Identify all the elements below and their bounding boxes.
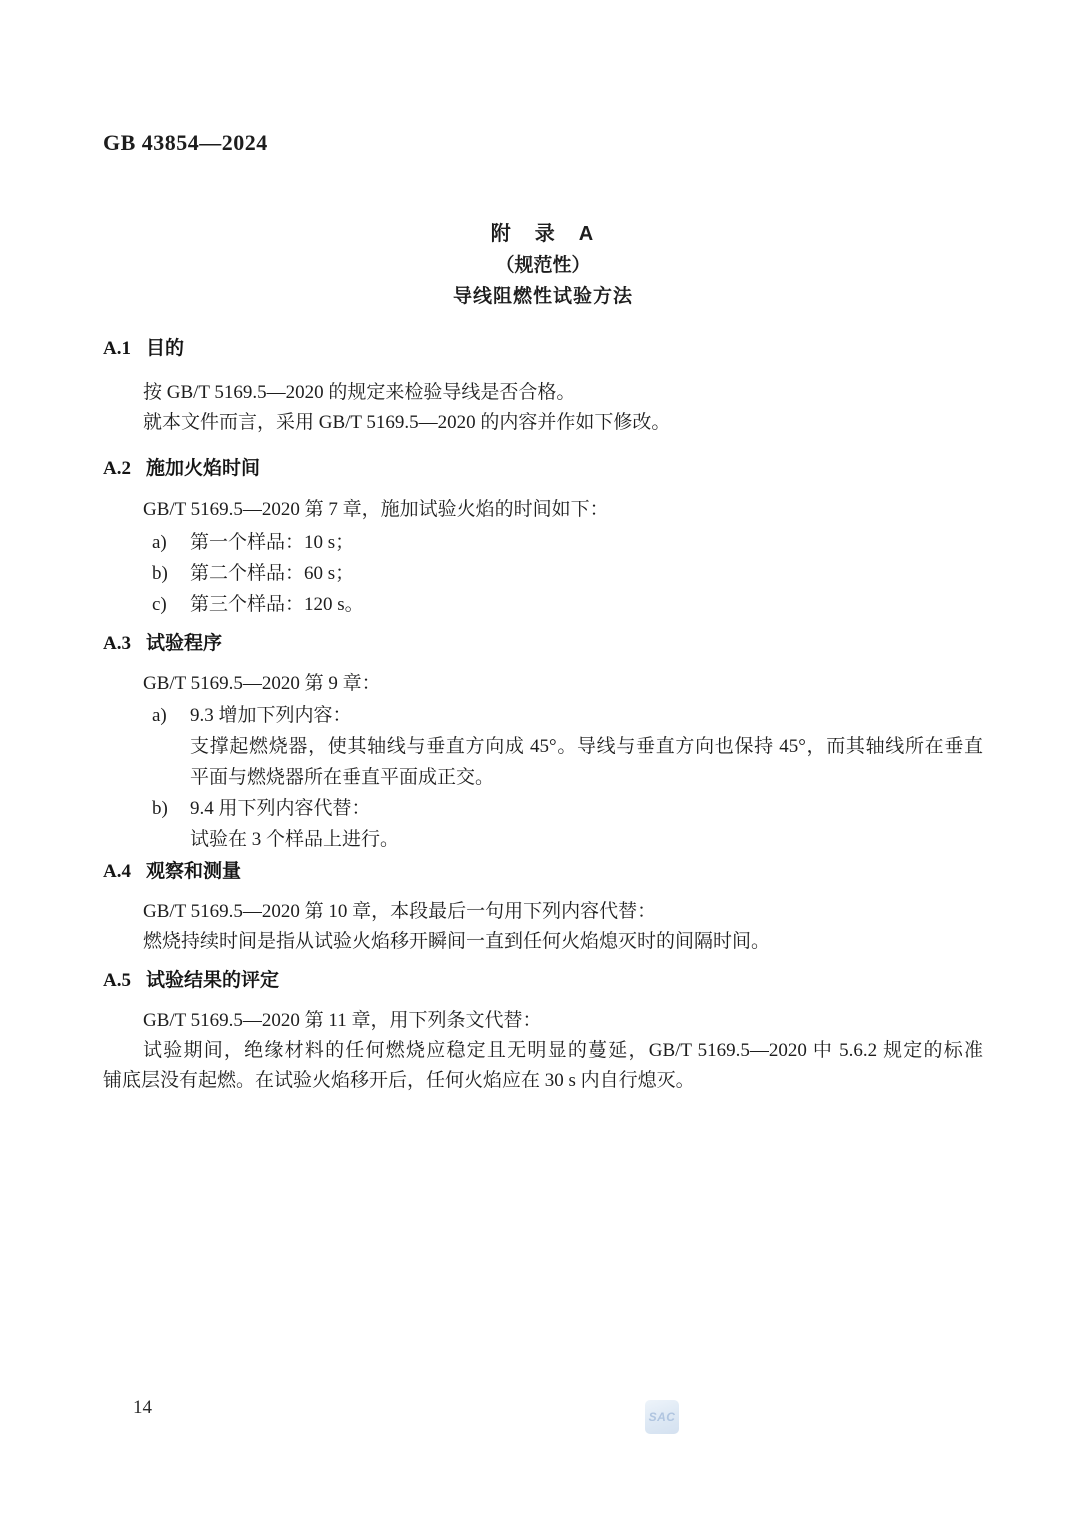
list-item-marker: a): [152, 705, 167, 726]
paragraph: GB/T 5169.5—2020 第 9 章：: [143, 673, 381, 694]
section-title: 目的: [145, 338, 184, 359]
lettered-list: [103, 527, 983, 620]
list-item-continuation: 支撑起燃烧器，使其轴线与垂直方向成 45°。导线与垂直方向也保持 45°，而其轴线所在垂直: [190, 736, 983, 757]
section-number: A.1: [103, 338, 131, 359]
section-a4: [103, 859, 983, 957]
normative-label: （规范性）: [495, 255, 591, 276]
appendix-subject-title: 导线阻燃性试验方法: [452, 286, 633, 307]
section-number: A.2: [103, 458, 131, 479]
list-item: [103, 527, 983, 558]
section-number: A.5: [103, 970, 131, 991]
section-title: 试验结果的评定: [145, 970, 279, 991]
list-item: [103, 700, 983, 731]
section-title: 试验程序: [145, 633, 222, 654]
page-content: [103, 130, 983, 1096]
list-item-text: 9.4 用下列内容代替：: [190, 798, 371, 819]
section-number: A.3: [103, 633, 131, 654]
section-heading-a3: [103, 631, 983, 657]
section-a5: [103, 968, 983, 1096]
paragraph: GB/T 5169.5—2020 第 11 章，用下列条文代替：: [143, 1010, 542, 1031]
list-item-continuation: 试验在 3 个样品上进行。: [190, 829, 400, 850]
paragraph-line: 铺底层没有起燃。在试验火焰移开后，任何火焰应在 30 s 内自行熄灭。: [103, 1070, 695, 1091]
list-item-text: 第三个样品：120 s。: [190, 594, 364, 615]
list-item-continuation: 平面与燃烧器所在垂直平面成正交。: [190, 767, 495, 788]
list-item-text: 9.3 增加下列内容：: [190, 705, 352, 726]
section-a3: [103, 631, 983, 855]
standard-code: GB 43854—2024: [103, 130, 268, 155]
paragraph: [103, 1036, 983, 1096]
list-item-marker: b): [152, 798, 168, 819]
section-heading-a1: [103, 336, 983, 362]
appendix-label: 附 录 A: [490, 223, 596, 245]
section-heading-a2: [103, 456, 983, 482]
section-title: 观察和测量: [145, 861, 241, 882]
section-title: 施加火焰时间: [145, 458, 260, 479]
list-item: [103, 793, 983, 824]
paragraph: GB/T 5169.5—2020 第 10 章，本段最后一句用下列内容代替：: [143, 901, 657, 922]
section-heading-a4: [103, 859, 983, 885]
page-number: 14: [133, 1397, 152, 1418]
list-item-text: 第二个样品：60 s；: [190, 563, 355, 584]
section-heading-a5: [103, 968, 983, 994]
list-item-text: 第一个样品：10 s；: [190, 532, 355, 553]
list-item-marker: c): [152, 594, 167, 615]
sac-watermark-logo: [645, 1400, 679, 1434]
list-item-marker: b): [152, 563, 168, 584]
paragraph: 燃烧持续时间是指从试验火焰移开瞬间一直到任何火焰熄灭时的间隔时间。: [143, 931, 771, 952]
list-item-marker: a): [152, 532, 167, 553]
list-item: [103, 558, 983, 589]
sac-watermark-text: SAC: [648, 1410, 676, 1424]
paragraph-line: 试验期间，绝缘材料的任何燃烧应稳定且无明显的蔓延，GB/T 5169.5—2020 中 5.6.2 规定的标准: [143, 1040, 983, 1061]
lettered-list: [103, 700, 983, 855]
section-number: A.4: [103, 861, 131, 882]
appendix-title-block: [103, 218, 983, 312]
section-a1: [103, 336, 983, 438]
paragraph: 就本文件而言，采用 GB/T 5169.5—2020 的内容并作如下修改。: [143, 412, 671, 433]
paragraph: 按 GB/T 5169.5—2020 的规定来检验导线是否合格。: [143, 382, 576, 403]
paragraph: GB/T 5169.5—2020 第 7 章，施加试验火焰的时间如下：: [143, 499, 609, 520]
list-item: [103, 589, 983, 620]
section-a2: [103, 456, 983, 620]
